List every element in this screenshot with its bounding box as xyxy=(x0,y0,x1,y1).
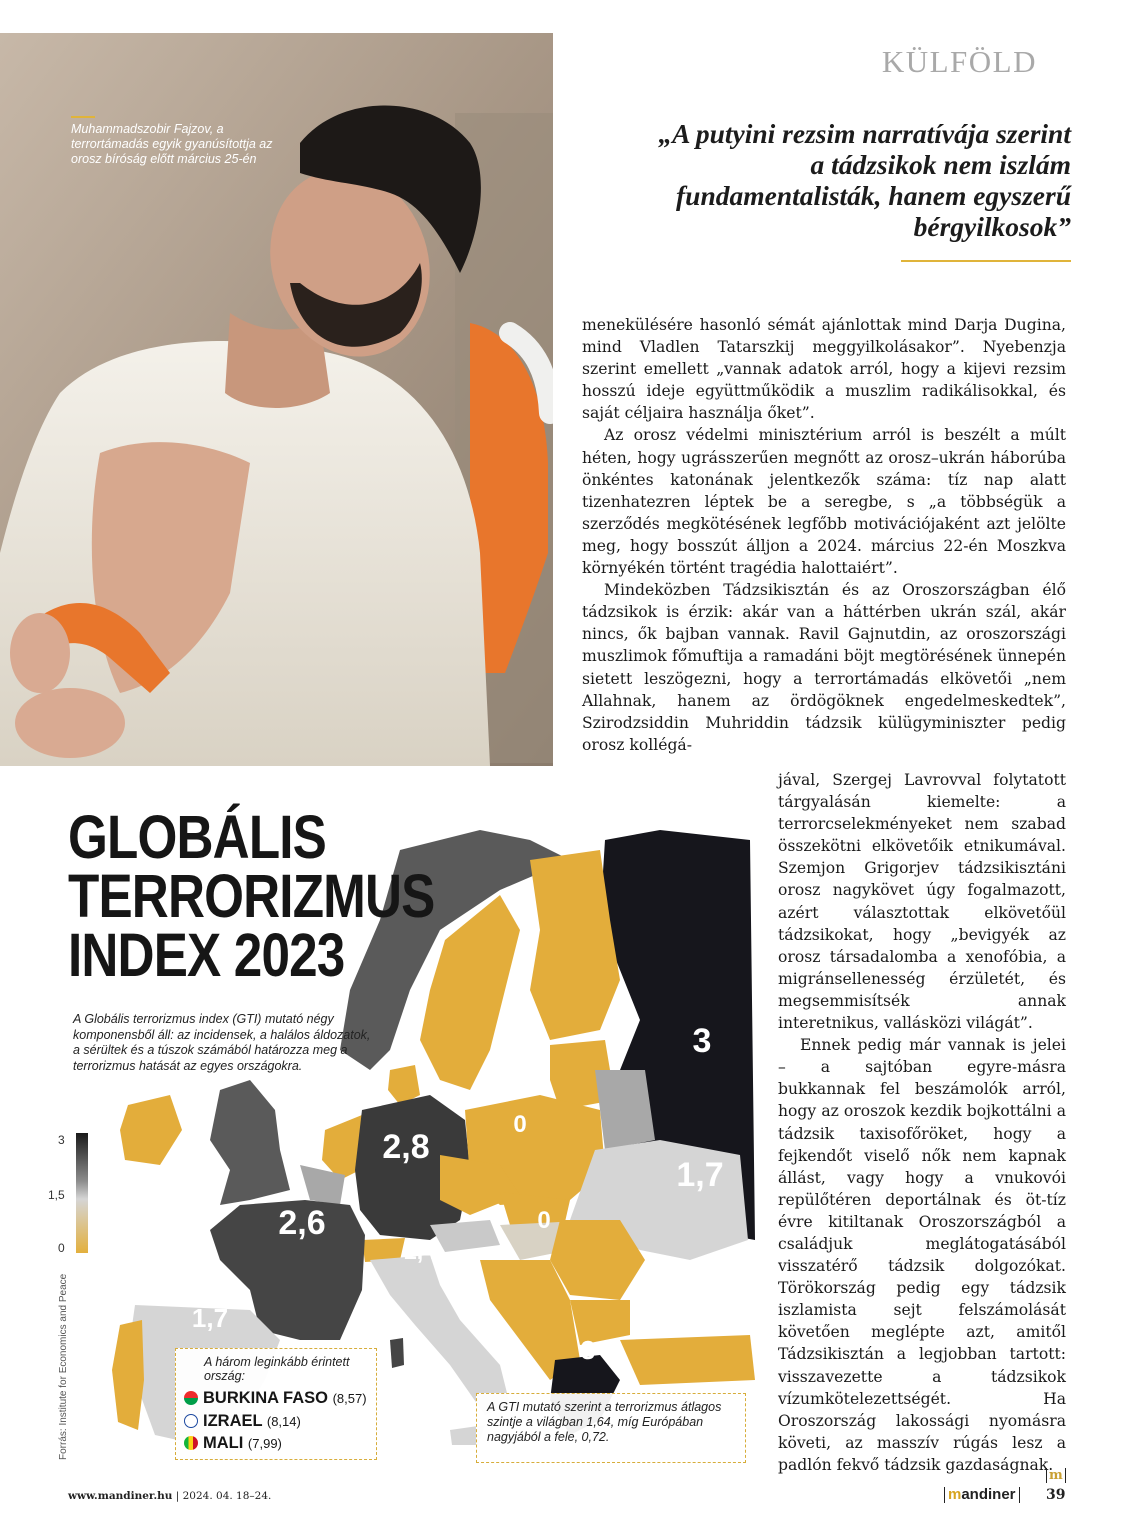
article-column-top xyxy=(582,314,1066,756)
legend-max: 3 xyxy=(58,1133,65,1147)
country-name: BURKINA FASO xyxy=(203,1389,328,1407)
map-portugal xyxy=(112,1320,144,1430)
page-number: 39 xyxy=(1046,1487,1066,1503)
footer-left: www.mandiner.hu | 2024. 04. 18–24. xyxy=(68,1490,272,1502)
article-paragraph: Az orosz védelmi minisztérium arról is beszélt a múlt héten, hogy ugrásszerűen megnőtt az orosz–ukrán háborúba önkéntes katonának jelentkezők száma: tíz nap alatt tizenhatezren léptek be a seregbe, s „a többségük a szerződés megkötésének legfőbb motivációjaként azt jelölte meg, hogy bosszút álljon a 2024. március 22-én Moszkva környékén történt tragédia halottaiért”. xyxy=(582,426,1066,578)
article-column-bottom xyxy=(778,769,1066,1476)
map-turkey xyxy=(620,1335,755,1385)
end-mark-letter: m xyxy=(1046,1468,1066,1483)
footer-date: 2024. 04. 18–24. xyxy=(182,1490,272,1502)
infographic-description: A Globális terrorizmus index (GTI) mutató négy komponensből áll: az incidensek, a halálos áldozatok, a sérültek és a túszok számából határozza meg a terrorizmus hatását az egyes országokra. xyxy=(73,1012,371,1073)
map-value-france: 2,6 xyxy=(278,1204,326,1242)
top3-row xyxy=(184,1412,301,1431)
legend-min: 0 xyxy=(58,1241,65,1255)
section-label: KÜLFÖLD xyxy=(881,44,1037,79)
caption-rule xyxy=(71,116,95,118)
map-bulgaria xyxy=(570,1300,630,1345)
legend-mid: 1,5 xyxy=(48,1188,65,1202)
map-value-italy: 1,4 xyxy=(403,1238,437,1265)
top3-title: A három leginkább érintett ország: xyxy=(204,1355,350,1383)
map-ireland xyxy=(120,1095,182,1165)
brand-rest: andiner xyxy=(961,1486,1016,1503)
infographic-title xyxy=(68,803,435,989)
article-paragraph: Ennek pedig már vannak is jelei – a sajtóban egyre-másra bukkannak fel beszámolók arról, hogy az oroszok kezdik bojkottálni a tádzsik taxisofőröket, hogy a fejkendőt viselő nők nem kapnak állást, vagy hogy a vnukovói repülőtéren deportálnak és öt-tíz évre kitiltanak Oroszországból a családjuk meglátogatásából visszatérő tádzsik dolgozókat. Törökország pedig egy tádzsik iszlamista sejt felszámolását követően meglépte azt, amitől Tádzsikisztán a legjobban tartott: visszavezette a tádzsikok vízumkötelezettségét. Ha Oroszország lakossági nyomásra követi, az masszív rúgás lesz a padlón fekvő tádzsik gazdaságnak. xyxy=(778,1036,1066,1474)
country-value: (7,99) xyxy=(247,1436,282,1451)
burkina-faso-flag-icon xyxy=(184,1391,198,1405)
title-line: TERRORIZMUS xyxy=(68,862,435,930)
top3-box xyxy=(175,1348,377,1460)
map-value-poland: 0 xyxy=(513,1111,527,1138)
country-value: (8,14) xyxy=(266,1414,301,1429)
map-value-romania: 0 xyxy=(537,1207,551,1234)
top3-row xyxy=(184,1434,282,1453)
top3-row xyxy=(184,1389,367,1408)
title-line: INDEX 2023 xyxy=(68,921,345,989)
map-value-greece: 3 xyxy=(580,1335,596,1365)
map-value-ukraine: 1,7 xyxy=(676,1156,724,1194)
map-value-russia: 3 xyxy=(692,1022,712,1060)
map-austria xyxy=(430,1220,500,1252)
map-uk xyxy=(210,1080,290,1205)
end-mark xyxy=(1046,1468,1066,1483)
title-line: GLOBÁLIS xyxy=(68,803,327,871)
article-paragraph: menekülésére hasonló sémát ajánlottak mind Darja Dugina, mind Vladlen Tatarszkij meggyilkolásakor”. Nyebenzja szerint emellett „vannak adatok arról, hogy a kijevi rezsim hosszú ideje együttműködik a muszlim radikálisokkal, és saját céljaira használja őket”. xyxy=(582,316,1066,423)
brand-m: m xyxy=(948,1486,962,1503)
average-note-box xyxy=(476,1393,746,1463)
brand-logo xyxy=(944,1487,1020,1503)
photo-caption: Muhammadszobir Fajzov, a terrortámadás egyik gyanúsítottja az orosz bíróság előtt március 25-én xyxy=(71,122,273,166)
map-belarus xyxy=(595,1070,655,1150)
article-paragraph: jával, Szergej Lavrovval folytatott tárgyalásán kiemelte: a terrorcselekményeket nem szabad összekötni elkövetőik etnikumával. Szemjon Grigorjev tádzsikisztáni orosz nagykövet úgy fogalmazott, azért választottak elkövetőül tádzsikokat, hogy „bevigyék az orosz társadalomba a xenofóbia, a migránsellenesség érzületét, és megsemmisítsék annak interetnikus, vallásközi világát”. xyxy=(778,771,1066,1033)
article-paragraph: Mindeközben Tádzsikisztán és az Oroszországban élő tádzsikok is érzik: akár van a háttérben ukrán szál, akár nincs, ők bajban vannak. Ravil Gajnutdin, az oroszországi muszlimok főmuftija a ramadáni böjt megtörésének ünnepén sietett leszögezni, hogy a terrortámadás elkövetői „nem Allahnak, hanem az ördögöknek engedelmeskedtek”, Szirodzsiddin Muhriddin tádzsik külügyminiszter pedig orosz kollégá- xyxy=(582,581,1066,754)
country-name: IZRAEL xyxy=(203,1412,263,1430)
pull-quote: „A putyini rezsim narratívája szerint a tádzsikok nem iszlám fundamentalisták, hanem egyszerű bérgyilkosok” xyxy=(658,118,1071,242)
legend-gradient xyxy=(76,1133,88,1253)
country-value: (8,57) xyxy=(332,1391,367,1406)
country-name: MALI xyxy=(203,1434,244,1452)
mali-flag-icon xyxy=(184,1436,198,1450)
map-sardinia xyxy=(390,1338,404,1368)
map-value-germany: 2,8 xyxy=(382,1128,430,1166)
source-note: Forrás: Institute for Economics and Peace xyxy=(58,1273,69,1460)
quote-rule xyxy=(901,260,1071,262)
map-value-spain: 1,7 xyxy=(191,1303,229,1333)
israel-flag-icon xyxy=(184,1414,198,1428)
footer-website[interactable]: www.mandiner.hu xyxy=(68,1490,173,1502)
average-note: A GTI mutató szerint a terrorizmus átlagos szintje a világban 1,64, míg Európában nagyjából a fele, 0,72. xyxy=(487,1400,722,1444)
